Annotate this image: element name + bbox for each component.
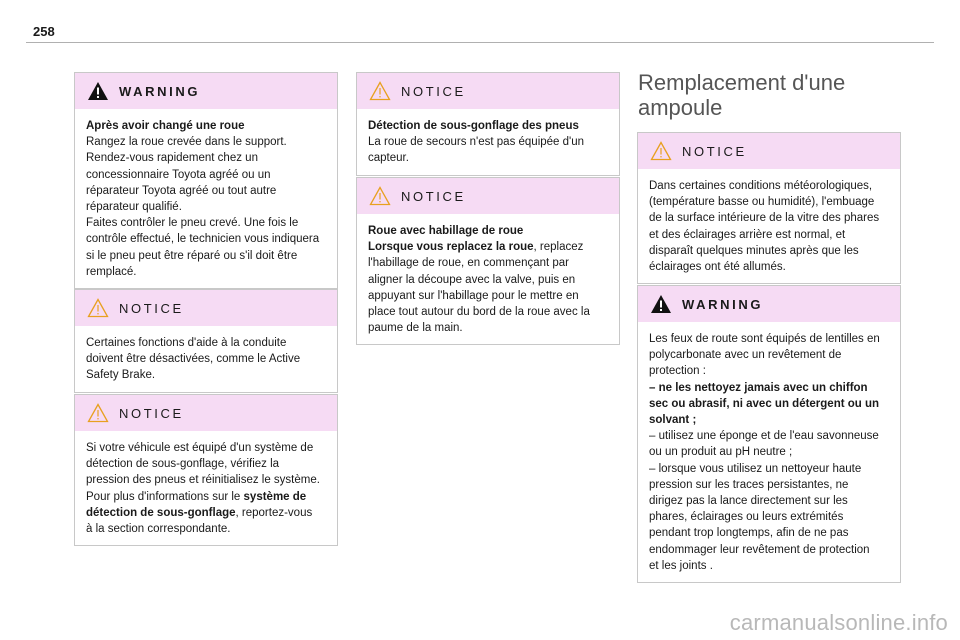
text-line: détection de sous-gonflage, vérifiez la: [86, 458, 280, 471]
notice-box-header: [75, 290, 337, 326]
notice-outline-icon: [650, 141, 672, 161]
text-line: contrôle effectué, le technicien vous indiquera: [86, 233, 320, 246]
notice-box-headlight-fog: [637, 132, 901, 284]
site-watermark: carmanualsonline.info: [729, 610, 948, 635]
page-number: 258: [33, 24, 55, 39]
text-line: si le pneu peut être réparé ou s'il doit être: [86, 249, 298, 262]
text-line: [86, 489, 326, 505]
text-line: capteur.: [368, 152, 409, 165]
text-line: l'habillage de roue, en commençant par: [368, 257, 570, 270]
notice-box-header: [357, 73, 619, 109]
bold-line: – ne les nettoyez jamais avec un chiffon: [649, 381, 868, 394]
text-line: protection :: [649, 365, 706, 378]
warning-label: WARNING: [119, 83, 201, 99]
warning-label: WARNING: [682, 296, 764, 312]
warning-filled-icon: [650, 294, 672, 314]
notice-box-spare-wheel: [356, 72, 620, 176]
text-line: paume de la main.: [368, 322, 463, 335]
section-title-line: Remplacement d'une: [638, 70, 846, 95]
text-line: appuyant sur l'habillage pour le mettre en: [368, 289, 579, 302]
text-line: – utilisez une éponge et de l'eau savonneuse: [649, 430, 879, 443]
warning-heading: Après avoir changé une roue: [86, 120, 245, 132]
text-line: à la section correspondante.: [86, 523, 231, 536]
text-line: [86, 505, 326, 521]
text-line: (température basse ou humidité), l'embuage: [649, 196, 875, 209]
text-line: et les joints .: [649, 559, 713, 572]
text-line: Safety Brake.: [86, 369, 156, 382]
notice-box-body: [75, 326, 337, 392]
text-line: pression des pneus et réinitialisez le système.: [86, 474, 320, 487]
warning-box-header: [638, 286, 900, 322]
text-segment: , replacez: [533, 241, 584, 254]
text-line: Faites contrôler le pneu crevé. Une fois le: [86, 217, 299, 230]
notice-box-wheel-trim: [356, 177, 620, 345]
bold-line: solvant ;: [649, 414, 697, 427]
bold-term: détection de sous-gonflage: [86, 506, 236, 519]
warning-box-wheel-change: [74, 72, 338, 289]
notice-label: NOTICE: [682, 143, 747, 159]
notice-label: NOTICE: [119, 300, 184, 316]
text-segment: Pour plus d'informations sur le: [86, 490, 241, 503]
notice-box-body: [357, 109, 619, 175]
text-line: et des éclairages arrière est normal, et: [649, 228, 846, 241]
notice-label: NOTICE: [119, 405, 184, 421]
notice-box-header: [638, 133, 900, 169]
text-line: disparaît quelques minutes après que les: [649, 244, 859, 257]
text-line: pendant trop longtemps, afin de ne pas: [649, 527, 849, 540]
notice-outline-icon: [369, 186, 391, 206]
notice-box-body: [638, 169, 900, 283]
text-line: aligner la découpe avec la valve, puis en: [368, 273, 576, 286]
bold-term: système de: [243, 490, 307, 503]
notice-box-driving-assist: [74, 289, 338, 393]
warning-box-headlight-lens: [637, 285, 901, 583]
text-line: réparateur Toyota agréé ou tout autre: [86, 184, 277, 197]
text-line: doivent être désactivées, comme le Active: [86, 353, 301, 366]
text-line: remplacé.: [86, 265, 137, 278]
text-line: pression sur les traces persistantes, ne: [649, 478, 849, 491]
section-title-line: ampoule: [638, 95, 723, 120]
notice-outline-icon: [87, 298, 109, 318]
text-line: concessionnaire Toyota agréé ou un: [86, 168, 271, 181]
text-line: place tout autour du bord de la roue avec la: [368, 306, 590, 319]
notice-box-body: [357, 214, 619, 344]
notice-box-header: [357, 178, 619, 214]
text-line: Dans certaines conditions météorologiques,: [649, 180, 873, 192]
notice-outline-icon: [369, 81, 391, 101]
text-line: réparateur qualifié.: [86, 201, 182, 214]
text-line: Certaines fonctions d'aide à la conduite: [86, 337, 287, 349]
text-line: polycarbonate avec un revêtement de: [649, 349, 842, 362]
notice-box-tpms: [74, 394, 338, 546]
bold-line: sec ou abrasif, ni avec un détergent ou un: [649, 397, 880, 410]
notice-heading: Roue avec habillage de roue: [368, 225, 524, 237]
text-line: Les feux de route sont équipés de lentilles en: [649, 333, 880, 345]
text-line: – lorsque vous utilisez un nettoyeur haute: [649, 462, 862, 475]
notice-label: NOTICE: [401, 188, 466, 204]
warning-box-body: [638, 322, 900, 582]
text-line: [368, 239, 608, 255]
notice-box-body: [75, 431, 337, 545]
text-line: Rendez-vous rapidement chez un: [86, 152, 258, 165]
text-line: La roue de secours n'est pas équipée d'un: [368, 136, 585, 149]
warning-box-body: [75, 109, 337, 288]
notice-heading: Détection de sous-gonflage des pneus: [368, 120, 579, 132]
text-line: phares, éclairages ou leurs extrémités: [649, 511, 844, 524]
section-title: [638, 70, 928, 120]
text-line: endommager leur revêtement de protection: [649, 543, 870, 556]
warning-filled-icon: [87, 81, 109, 101]
header-divider: [26, 42, 934, 43]
notice-label: NOTICE: [401, 83, 466, 99]
text-line: ou un produit au pH neutre ;: [649, 446, 793, 459]
text-line: Si votre véhicule est équipé d'un système de: [86, 442, 314, 454]
notice-box-header: [75, 395, 337, 431]
text-line: dirigez pas la lance directement sur les: [649, 495, 848, 508]
warning-box-header: [75, 73, 337, 109]
notice-outline-icon: [87, 403, 109, 423]
text-line: éclairages ont été allumés.: [649, 261, 786, 274]
text-line: Rangez la roue crevée dans le support.: [86, 136, 287, 149]
bold-term: Lorsque vous replacez la roue: [368, 241, 534, 254]
text-line: de la surface intérieure de la vitre des phares: [649, 212, 880, 225]
text-segment: , reportez-vous: [235, 506, 313, 519]
